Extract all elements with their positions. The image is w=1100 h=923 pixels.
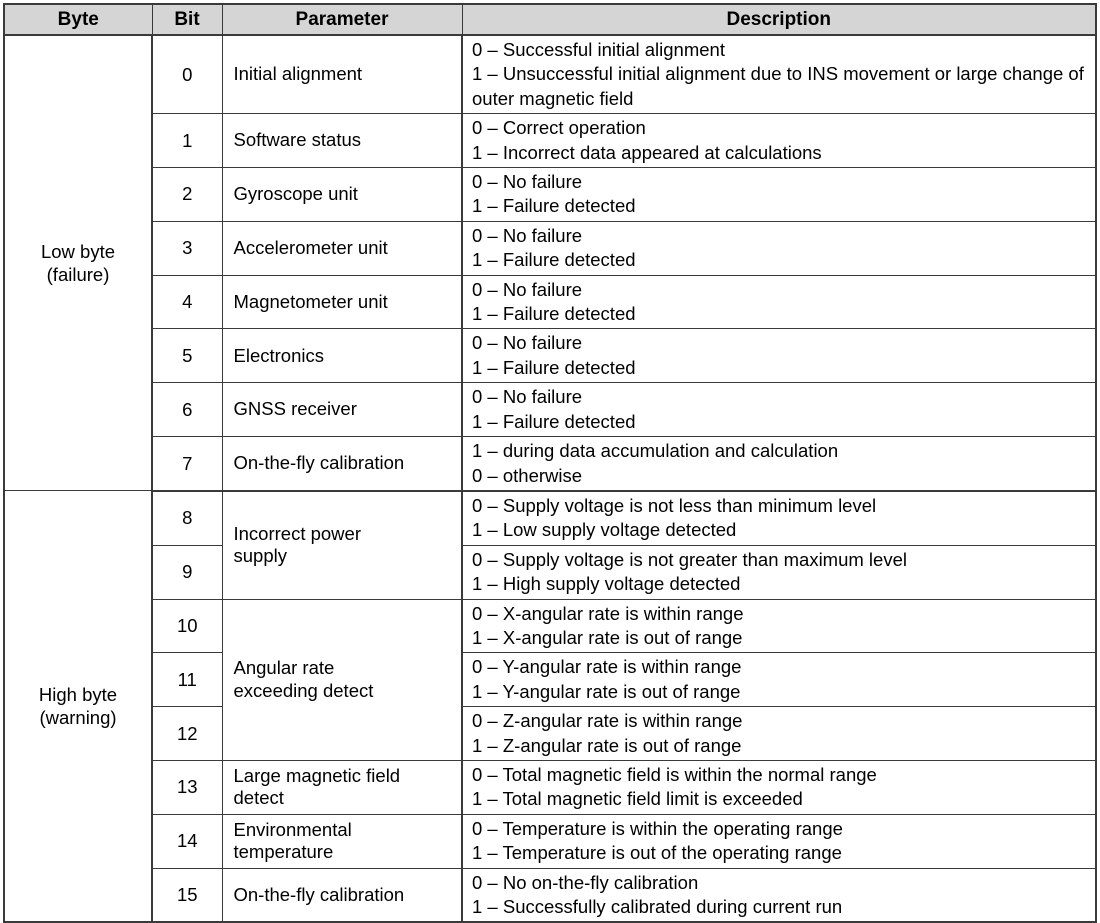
description-line: 1 – Failure detected <box>472 249 636 271</box>
header-row <box>4 4 1096 35</box>
device-status-word-table <box>3 3 1097 923</box>
column-header-description: Description <box>462 4 1096 35</box>
table-row <box>4 114 1096 168</box>
table-row <box>4 545 1096 599</box>
parameter-line-1: Incorrect power <box>233 522 361 544</box>
description-line: 1 – Low supply voltage detected <box>472 519 737 541</box>
parameter-line-1: Environmental <box>233 818 352 840</box>
description-line: 0 – No failure <box>472 278 583 300</box>
description-line: 1 – Total magnetic field limit is exceeded <box>472 788 803 810</box>
description-line: 0 – X-angular rate is within range <box>472 602 744 624</box>
description-cell <box>462 599 1096 653</box>
table-header <box>4 4 1096 35</box>
bit-number: 13 <box>152 760 222 814</box>
description-line: 1 – Z-angular rate is out of range <box>472 734 742 756</box>
table-row <box>4 653 1096 707</box>
description-line: 1 – Failure detected <box>472 195 636 217</box>
table-row <box>4 707 1096 761</box>
description-cell <box>462 35 1096 114</box>
table-row <box>4 275 1096 329</box>
description-cell <box>462 491 1096 545</box>
parameter-line-1: Large magnetic field <box>233 764 401 786</box>
description-line: 1 – X-angular rate is out of range <box>472 626 743 648</box>
byte-label-line-2: (failure) <box>46 264 110 286</box>
bit-number: 6 <box>152 383 222 437</box>
description-line: 0 – No failure <box>472 171 583 193</box>
bit-number: 11 <box>152 653 222 707</box>
description-line: 1 – Failure detected <box>472 303 636 325</box>
description-line: 0 – No failure <box>472 224 583 246</box>
parameter-name: Gyroscope unit <box>222 168 462 222</box>
description-line: 0 – Z-angular rate is within range <box>472 710 743 732</box>
description-line: 1 – Y-angular rate is out of range <box>472 680 741 702</box>
description-line: 0 – No on-the-fly calibration <box>472 871 699 893</box>
bit-number: 15 <box>152 868 222 922</box>
byte-group-high <box>4 491 152 923</box>
description-line: 1 – during data accumulation and calculation <box>472 440 839 462</box>
bit-number: 8 <box>152 491 222 545</box>
description-line: 1 – Unsuccessful initial alignment due to INS movement or large change of outer magnetic field <box>472 63 1084 109</box>
description-cell <box>462 760 1096 814</box>
description-line: 0 – otherwise <box>472 464 583 486</box>
table-body <box>4 35 1096 922</box>
table-row <box>4 221 1096 275</box>
description-cell <box>462 221 1096 275</box>
description-line: 1 – Temperature is out of the operating range <box>472 842 842 864</box>
table-row <box>4 383 1096 437</box>
bit-number: 2 <box>152 168 222 222</box>
description-cell <box>462 707 1096 761</box>
table-row <box>4 814 1096 868</box>
bit-number: 4 <box>152 275 222 329</box>
table-row <box>4 437 1096 491</box>
parameter-name: GNSS receiver <box>222 383 462 437</box>
parameter-line-2: detect <box>233 787 284 809</box>
column-header-bit: Bit <box>152 4 222 35</box>
description-line: 0 – Supply voltage is not greater than maximum level <box>472 548 907 570</box>
table-row <box>4 329 1096 383</box>
parameter-name: On-the-fly calibration <box>222 868 462 922</box>
description-cell <box>462 653 1096 707</box>
bit-number: 1 <box>152 114 222 168</box>
parameter-name <box>222 599 462 760</box>
description-cell <box>462 814 1096 868</box>
byte-label-line-1: Low byte <box>40 241 116 263</box>
bit-number: 12 <box>152 707 222 761</box>
description-cell <box>462 383 1096 437</box>
description-line: 0 – Supply voltage is not less than minimum level <box>472 494 877 516</box>
bit-number: 0 <box>152 35 222 114</box>
byte-group-low <box>4 35 152 491</box>
description-line: 0 – Temperature is within the operating range <box>472 817 843 839</box>
table-row <box>4 35 1096 114</box>
column-header-byte: Byte <box>4 4 152 35</box>
description-cell <box>462 868 1096 922</box>
parameter-name <box>222 760 462 814</box>
description-line: 0 – Total magnetic field is within the normal range <box>472 763 877 785</box>
table-row <box>4 868 1096 922</box>
parameter-name: Initial alignment <box>222 35 462 114</box>
parameter-name: Magnetometer unit <box>222 275 462 329</box>
parameter-name: Software status <box>222 114 462 168</box>
description-line: 1 – Incorrect data appeared at calculations <box>472 141 822 163</box>
description-cell <box>462 545 1096 599</box>
parameter-name: On-the-fly calibration <box>222 437 462 491</box>
parameter-line-1: Angular rate <box>233 657 335 679</box>
parameter-line-2: temperature <box>233 841 334 863</box>
parameter-name <box>222 814 462 868</box>
bit-number: 14 <box>152 814 222 868</box>
description-line: 1 – Successfully calibrated during current run <box>472 896 843 917</box>
table-row <box>4 168 1096 222</box>
table-row <box>4 599 1096 653</box>
byte-label-line-2: (warning) <box>39 707 117 729</box>
description-line: 1 – Failure detected <box>472 356 636 378</box>
parameter-line-2: supply <box>233 545 287 567</box>
bit-number: 10 <box>152 599 222 653</box>
description-line: 0 – Successful initial alignment <box>472 39 725 60</box>
description-cell <box>462 329 1096 383</box>
description-line: 1 – Failure detected <box>472 410 636 432</box>
parameter-name <box>222 491 462 599</box>
description-line: 0 – Correct operation <box>472 117 646 139</box>
description-line: 0 – No failure <box>472 332 583 354</box>
table-row <box>4 760 1096 814</box>
column-header-parameter: Parameter <box>222 4 462 35</box>
parameter-line-2: exceeding detect <box>233 679 374 701</box>
description-cell <box>462 275 1096 329</box>
parameter-name: Accelerometer unit <box>222 221 462 275</box>
description-line: 0 – No failure <box>472 386 583 408</box>
bit-number: 9 <box>152 545 222 599</box>
parameter-name: Electronics <box>222 329 462 383</box>
bit-number: 5 <box>152 329 222 383</box>
table-row <box>4 491 1096 545</box>
description-cell <box>462 168 1096 222</box>
bit-number: 3 <box>152 221 222 275</box>
bit-number: 7 <box>152 437 222 491</box>
description-cell <box>462 114 1096 168</box>
description-cell <box>462 437 1096 491</box>
byte-label-line-1: High byte <box>38 684 118 706</box>
description-line: 1 – High supply voltage detected <box>472 573 741 595</box>
description-line: 0 – Y-angular rate is within range <box>472 656 742 678</box>
